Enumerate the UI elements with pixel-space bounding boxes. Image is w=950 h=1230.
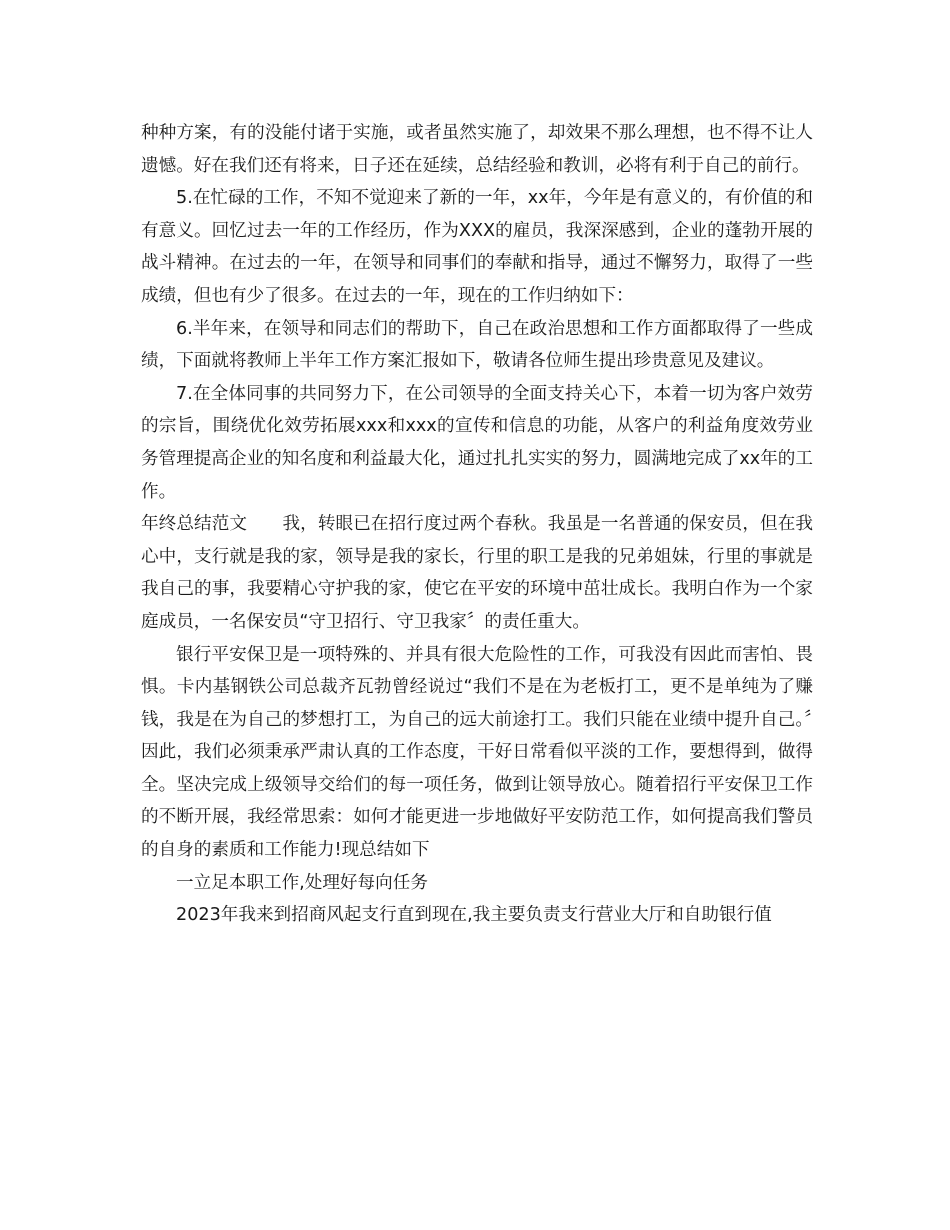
paragraph-item-7: 7.在全体同事的共同努力下，在公司领导的全面支持关心下，本着一切为客户效劳的宗旨，围绕优化效劳拓展xxx和xxx的宣传和信息的功能，从客户的利益角度效劳业务管理提高企业的知名度和利益最大化，通过扎扎实实的努力，圆满地完成了xx年的工作。 [141,383,813,502]
document-body [141,117,813,932]
paragraph-continuation: 种种方案，有的没能付诸于实施，或者虽然实施了，却效果不那么理想，也不得不让人遗憾。好在我们还有将来，日子还在延续，总结经验和教训，必将有利于自己的前行。 [141,123,813,176]
paragraph-year-end-summary: 年终总结范文 我，转眼已在招行度过两个春秋。我虽是一名普通的保安员，但在我心中，支行就是我的家，领导是我的家长，行里的职工是我的兄弟姐妹，行里的事就是我自己的事，我要精心守护我的家，使它在平安的环境中茁壮成长。我明白作为一个家庭成员，一名保安员“守卫招行、守卫我家〞的责任重大。 [141,514,813,632]
paragraph-item-6: 6.半年来，在领导和同志们的帮助下，自己在政治思想和工作方面都取得了一些成绩，下面就将教师上半年工作方案汇报如下，敬请各位师生提出珍贵意见及建议。 [141,318,813,372]
paragraph-item-5: 5.在忙碌的工作，不知不觉迎来了新的一年，xx年，今年是有意义的，有价值的和有意义。回忆过去一年的工作经历，作为XXX的雇员，我深深感到，企业的蓬勃开展的战斗精神。在过去的一年，在领导和同事们的奉献和指导，通过不懈努力，取得了一些成绩，但也有少了很多。在过去的一年，现在的工作归纳如下： [141,188,813,306]
paragraph-2023: 2023年我来到招商风起支行直到现在,我主要负责支行营业大厅和自助银行值 [176,905,772,926]
section-heading-one: 一立足本职工作,处理好每向任务 [176,872,428,893]
paragraph-bank-security: 银行平安保卫是一项特殊的、并具有很大危险性的工作，可我没有因此而害怕、畏惧。卡内基钢铁公司总裁齐瓦勃曾经说过“我们不是在为老板打工，更不是单纯为了赚钱，我是在为自己的梦想打工，为自己的远大前途打工。我们只能在业绩中提升自己。〞因此，我们必须秉承严肃认真的工作态度，干好日常看似平淡的工作，要想得到，做得全。坚决完成上级领导交给们的每一项任务，做到让领导放心。随着招行平安保卫工作的不断开展，我经常思索：如何才能更进一步地做好平安防范工作，如何提高我们警员的自身的素质和工作能力!现总结如下 [141,644,813,861]
